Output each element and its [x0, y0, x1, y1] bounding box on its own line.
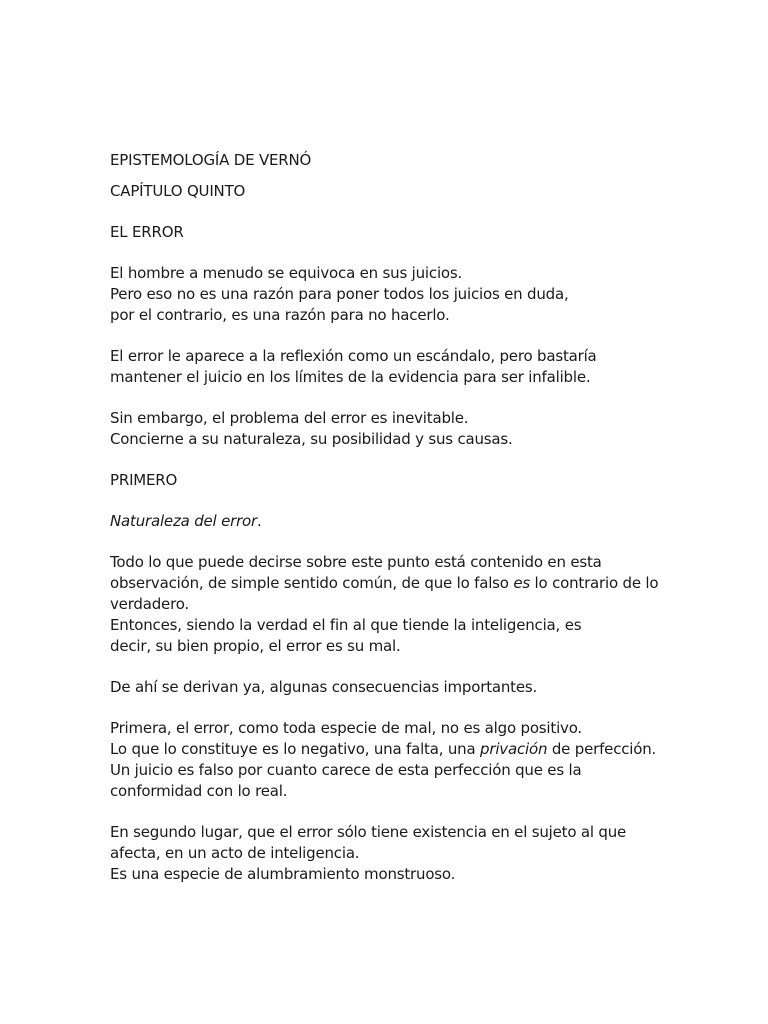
section-heading: EL ERROR	[110, 223, 184, 241]
paragraph-line: Pero eso no es una razón para poner todos los juicios en duda,	[110, 285, 569, 303]
emphasis-text: privación	[480, 740, 548, 758]
paragraph-line: por el contrario, es una razón para no hacerlo.	[110, 306, 450, 324]
paragraph-line: verdadero.	[110, 595, 189, 613]
paragraph-line	[110, 573, 710, 594]
paragraph-line: El error le aparece a la reflexión como un escándalo, pero bastaría	[110, 347, 597, 365]
paragraph-line: Entonces, siendo la verdad el fin al que tiende la inteligencia, es	[110, 616, 582, 634]
paragraph-line: conformidad con lo real.	[110, 782, 288, 800]
paragraph-line: Es una especie de alumbramiento monstruoso.	[110, 865, 456, 883]
emphasis-text: es	[513, 574, 530, 592]
paragraph-line: El hombre a menudo se equivoca en sus juicios.	[110, 264, 463, 282]
chapter-heading: CAPÍTULO QUINTO	[110, 182, 246, 200]
paragraph-7	[110, 822, 710, 885]
paragraph-1	[110, 263, 710, 326]
paragraph-line: decir, su bien propio, el error es su mal.	[110, 637, 401, 655]
paragraph-2	[110, 346, 710, 388]
text-run: de perfección.	[547, 740, 657, 758]
paragraph-line: Primera, el error, como toda especie de mal, no es algo positivo.	[110, 719, 582, 737]
subsection-title-italic: Naturaleza del error	[110, 512, 257, 530]
subsection-title	[110, 511, 710, 532]
document-title: EPISTEMOLOGÍA DE VERNÓ	[110, 151, 312, 169]
paragraph-4	[110, 552, 710, 657]
subsection-heading: PRIMERO	[110, 471, 178, 489]
paragraph-line	[110, 739, 710, 760]
paragraph-3	[110, 408, 710, 450]
paragraph-line: Sin embargo, el problema del error es inevitable.	[110, 409, 469, 427]
paragraph-6	[110, 718, 710, 802]
paragraph-line: afecta, en un acto de inteligencia.	[110, 844, 360, 862]
paragraph-line: Un juicio es falso por cuanto carece de esta perfección que es la	[110, 761, 582, 779]
text-run: observación, de simple sentido común, de que lo falso	[110, 574, 514, 592]
paragraph-line: Concierne a su naturaleza, su posibilidad y sus causas.	[110, 430, 513, 448]
paragraph-line: mantener el juicio en los límites de la evidencia para ser infalible.	[110, 368, 591, 386]
paragraph-line: En segundo lugar, que el error sólo tiene existencia en el sujeto al que	[110, 823, 627, 841]
text-run: Lo que lo constituye es lo negativo, una falta, una	[110, 740, 481, 758]
subsection-title-period: .	[256, 512, 262, 530]
paragraph-line: Todo lo que puede decirse sobre este punto está contenido en esta	[110, 553, 602, 571]
document-page	[110, 150, 710, 885]
paragraph-5: De ahí se derivan ya, algunas consecuencias importantes.	[110, 678, 538, 696]
text-run: lo contrario de lo	[529, 574, 659, 592]
